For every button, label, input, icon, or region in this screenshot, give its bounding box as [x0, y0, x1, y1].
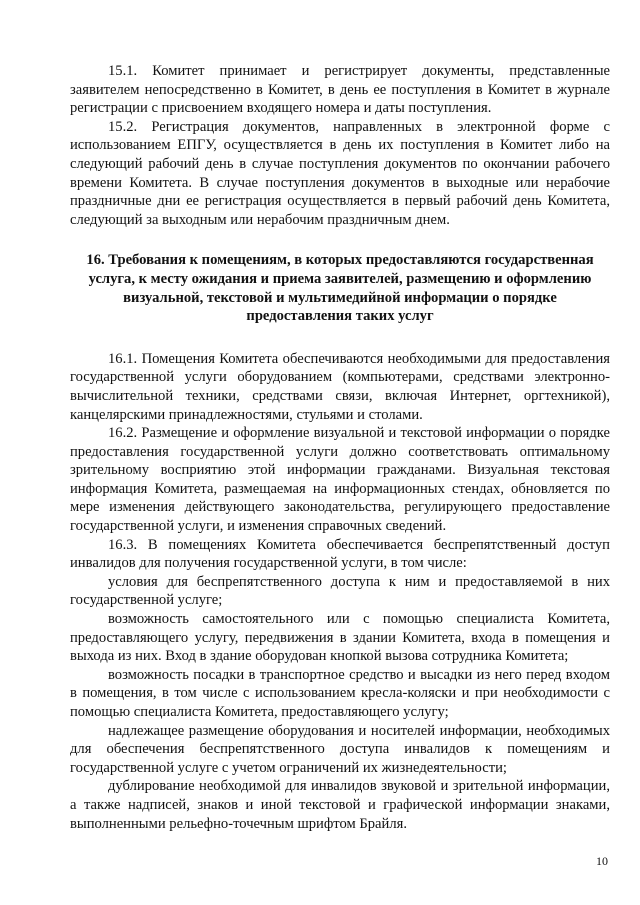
section-heading: 16. Требования к помещениям, в которых предоставляются государственная услуга, к месту ожидания и приема заявителей, размещению и оформлению визуальной, текстовой и мультимедийной информации о порядке предоставления таких услуг [86, 252, 594, 325]
list-item: возможность самостоятельного или с помощью специалиста Комитета, предоставляющего услугу, передвижения в здании Комитета, входа в помещения и выхода из них. Вход в здание оборудован кнопкой вызова сотрудника Комитета; [70, 611, 610, 665]
document-page [70, 62, 610, 833]
paragraphs-top [70, 62, 610, 229]
list-item: возможность посадки в транспортное средство и высадки из него перед входом в помещения, в том числе с использованием кресла-коляски и при необходимости с помощью специалиста Комитета, предоставляющего услугу; [70, 666, 610, 720]
list-item: условия для беспрепятственного доступа к ним и предоставляемой в них государственной услуге; [70, 573, 610, 609]
paragraphs-section [70, 350, 610, 573]
paragraph-16-2: 16.2. Размещение и оформление визуальной и текстовой информации о порядке предоставления государственной услуги должно соответствовать оптимальному зрительному восприятию этой информации гражданами. Визуальная текстовая информация Комитета, размещаемая на информационных стендах, обновляется по мере изменения действующего законодательства, регулирующего предоставление государственной услуги, и изменения справочных сведений. [70, 425, 610, 535]
paragraph-16-3: 16.3. В помещениях Комитета обеспечивается беспрепятственный доступ инвалидов для получения государственной услуги, в том числе: [70, 536, 610, 572]
list-item: дублирование необходимой для инвалидов звуковой и зрительной информации, а также надписей, знаков и иной текстовой и графической информации знаками, выполненными рельефно-точечным шрифтом Брайля. [70, 778, 610, 832]
accessibility-list [70, 573, 610, 833]
paragraph-15-1: 15.1. Комитет принимает и регистрирует документы, представленные заявителем непосредственно в Комитет, в день ее поступления в Комитет в журнале регистрации с присвоением входящего номера и даты поступления. [70, 63, 610, 117]
paragraph-16-1: 16.1. Помещения Комитета обеспечиваются необходимыми для предоставления государственной услуги оборудованием (компьютерами, средствами электронно-вычислительной техники, средствами связи, включая Интернет, оргтехникой), канцелярскими принадлежностями, стульями и столами. [70, 350, 610, 423]
page-number: 10 [596, 854, 608, 868]
list-item: надлежащее размещение оборудования и носителей информации, необходимых для обеспечения беспрепятственного доступа инвалидов к помещениям и государственной услуге с учетом ограничений их жизнедеятельности; [70, 722, 610, 776]
paragraph-15-2: 15.2. Регистрация документов, направленных в электронной форме с использованием ЕПГУ, осуществляется в день их поступления в Комитет либо на следующий рабочий день в случае поступления документов по окончании рабочего времени Комитета. В случае поступления документов в выходные или нерабочие праздничные дни ее регистрация осуществляется в первый рабочий день Комитета, следующий за выходным или нерабочим праздничным днем. [70, 118, 610, 228]
